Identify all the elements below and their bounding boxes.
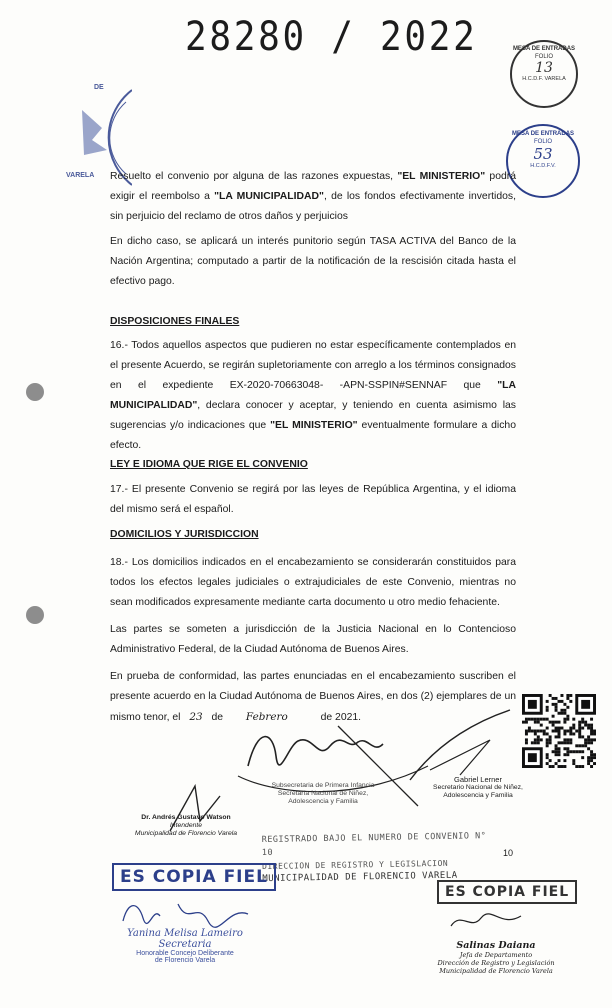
punch-hole-top	[26, 383, 44, 401]
copia-fiel-stamp-left: ES COPIA FIEL	[112, 863, 276, 891]
paragraph-interes: En dicho caso, se aplicará un interés punitorio según TASA ACTIVA del Banco de la Nación Argentina; computado a partir de la notificación de la rescisión citada hasta el efectivo pago.	[110, 236, 516, 287]
punch-hole-bottom	[26, 606, 44, 624]
daiana-title-3: Municipalidad de Florencio Varela	[439, 967, 553, 975]
subsecretaria-line2: Secretaría Nacional de Niñez, Adolescencia y Familia	[277, 790, 369, 805]
signature-block-secretaria	[110, 928, 260, 964]
qr-code-icon	[519, 694, 599, 768]
secretaria-org-2: de Florencio Varela	[154, 957, 216, 964]
lerner-title-2: Adolescencia y Familia	[443, 792, 513, 799]
signature-daiana-icon	[446, 906, 526, 936]
heading-disposiciones-finales: DISPOSICIONES FINALES	[110, 316, 240, 327]
registro-stamp	[262, 830, 499, 886]
paragraph-clause-18: 18.- Los domicilios indicados en el encabezamiento se considerarán constituidos para todos los efectos legales judiciales o extrajudiciales de este Convenio, mientras no sean modificados expresamente mediante carta documento u otro medio fehaciente.	[110, 557, 516, 608]
folio-stamp-2-number: 53	[533, 145, 553, 163]
heading-domicilios: DOMICILIOS Y JURISDICCION	[110, 529, 259, 540]
signature-block-daiana	[426, 940, 566, 975]
secretaria-name: Yanina Melisa Lameiro	[127, 928, 243, 939]
intendente-org: Municipalidad de Florencio Varela	[134, 830, 238, 837]
folio-stamp-2-bottom: H.C.D.F.V.	[530, 163, 556, 169]
qr-code	[519, 694, 599, 768]
paragraph-clause-17: 17.- El presente Convenio se regirá por las leyes de República Argentina, y el idioma del mismo será el español.	[110, 484, 516, 515]
expediente-number: 28280 / 2022	[185, 14, 478, 60]
signature-block-subsecretaria	[258, 782, 388, 806]
folio-stamp-1-bottom: H.C.D.F. VARELA	[522, 76, 566, 82]
lerner-title-1: Secretario Nacional de Niñez,	[433, 784, 523, 791]
signing-day: 23	[189, 711, 203, 723]
subsecretaria-line1: Subsecretaria de Primera Infancia	[271, 782, 375, 789]
intendente-name: Dr. Andrés Gustavo Watson	[141, 814, 231, 821]
seal-left-bottom-text: VARELA	[66, 172, 95, 179]
registro-line-1: REGISTRADO BAJO EL NUMERO DE CONVENIO N° 10	[261, 831, 487, 859]
daiana-title-1: Jefa de Departamento	[459, 951, 533, 959]
signature-block-intendente	[126, 814, 246, 838]
folio-stamp-1-number: 13	[535, 60, 553, 76]
daiana-title-2: Dirección de Registro y Legislación	[437, 959, 555, 967]
signature-block-lerner	[422, 776, 534, 800]
daiana-name: Salinas Daiana	[456, 940, 536, 951]
folio-stamp-2-top: MESA DE ENTRADAS	[511, 131, 575, 137]
seal-left-top-text: DE	[94, 84, 104, 91]
secretaria-title: Secretaria	[158, 939, 212, 950]
heading-ley-idioma: LEY E IDIOMA QUE RIGE EL CONVENIO	[110, 459, 308, 470]
signing-month: Febrero	[245, 711, 288, 723]
folio-stamp-1-label: FOLIO	[534, 54, 553, 60]
lerner-name: Gabriel Lerner	[454, 775, 502, 784]
folio-stamp-2	[506, 124, 580, 198]
page-number: 10	[503, 848, 514, 858]
copia-fiel-stamp-right: ES COPIA FIEL	[437, 880, 577, 904]
paragraph-conformidad: En prueba de conformidad, las partes enunciadas en el encabezamiento suscriben el presente acuerdo en la Ciudad Autónoma de Buenos Aires, en dos (2) ejemplares de un mismo tenor, el 23 de Febrero de 2021.	[110, 671, 516, 723]
intendente-title: Intendente	[169, 822, 203, 829]
folio-stamp-1-top: MESA DE ENTRADAS	[512, 46, 576, 52]
paragraph-clause-16: 16.- Todos aquellos aspectos que pudieren no estar específicamente contemplados en el presente Acuerdo, se regirán supletoriamente con arreglo a los términos consignados en el expediente EX-2020-70663048- -APN-SSPIN#SENNAF que "LA MUNICIPALIDAD", declara conocer y aceptar, y teniendo en cuenta asimismo las sugerencias y/o indicaciones que "EL MINISTERIO" eventualmente formulare a dicho efecto.	[110, 340, 516, 451]
registro-line-2: DIRECCION DE REGISTRO Y LEGISLACION	[262, 858, 449, 872]
signature-secretaria-icon	[118, 896, 258, 930]
paragraph-rescision: Resuelto el convenio por alguna de las razones expuestas, "EL MINISTERIO" podrá exigir el reembolso a "LA MUNICIPALIDAD", de los fondos efectivamente invertidos, sin perjuicio del reclamo de otros daños y perjuicios	[110, 171, 517, 222]
folio-stamp-1	[510, 40, 578, 108]
registro-line-3: MUNICIPALIDAD DE FLORENCIO VARELA	[262, 870, 458, 885]
paragraph-jurisdiccion: Las partes se someten a jurisdicción de la Justicia Nacional en lo Contencioso Administrativo Federal, de la Ciudad Autónoma de Buenos Aires.	[110, 624, 516, 655]
secretaria-org-1: Honorable Concejo Deliberante	[136, 950, 234, 957]
folio-stamp-2-label: FOLIO	[533, 139, 552, 145]
